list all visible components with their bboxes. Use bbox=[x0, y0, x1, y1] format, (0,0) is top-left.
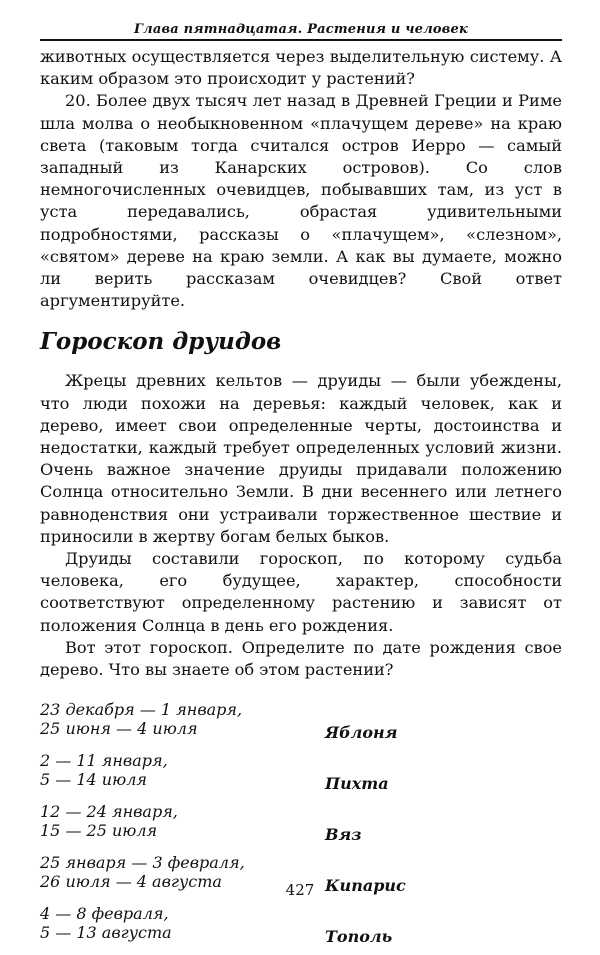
date-range-winter: 25 января — 3 февраля, bbox=[40, 853, 245, 873]
horoscope-entry bbox=[40, 904, 562, 948]
date-range-summer: 5 — 13 августа bbox=[40, 923, 172, 943]
paragraph-druids-intro: Жрецы древних кельтов — друиды — были убеждены, что люди похожи на деревья: каждый человек, как и дерево, имеет свои определенные черты, достоинства и недостатки, каждый требует определенных условий жизни. Очень важное значение друиды придавали положению Солнца относительно Земли. В дни весеннего или летнего равноденствия они устраивали торжественное шествие и приносили в жертву богам белых быков. bbox=[40, 371, 562, 546]
paragraph-druids-horoscope: Друиды составили гороскоп, по которому судьба человека, его будущее, характер, способности соответствуют определенному растению и зависят от положения Солнца в день его рождения. bbox=[40, 549, 562, 635]
paragraph-continuation: животных осуществляется через выделительную систему. А каким образом это происходит у растений? bbox=[40, 47, 562, 89]
date-range-winter: 12 — 24 января, bbox=[40, 802, 178, 822]
section-title: Гороскоп друидов bbox=[40, 328, 282, 356]
horoscope-list bbox=[40, 700, 562, 948]
tree-name: Пихта bbox=[325, 774, 389, 794]
page-number: 427 bbox=[285, 881, 315, 899]
tree-name: Яблоня bbox=[325, 723, 398, 743]
horoscope-entry bbox=[40, 751, 562, 795]
tree-name: Тополь bbox=[325, 927, 393, 947]
tree-name: Вяз bbox=[325, 825, 362, 845]
book-page bbox=[40, 22, 562, 955]
date-range-summer: 5 — 14 июля bbox=[40, 770, 147, 790]
date-range-winter: 2 — 11 января, bbox=[40, 751, 168, 771]
paragraph-horoscope-task: Вот этот гороскоп. Определите по дате рождения свое дерево. Что вы знаете об этом растении? bbox=[40, 637, 562, 680]
paragraph-question-20: 20. Более двух тысяч лет назад в Древней Греции и Риме шла молва о необыкновенном «плачущем дереве» на краю света (таковым тогда считался остров Иерро — самый западный из Канарских островов). Со слов немногочисленных очевидцев, побывавших там, из уст в уста передавались, обрастая удивительными подробностями, рассказы о «плачущем», «слезном», «святом» дереве на краю земли. А как вы думаете, можно ли верить рассказам очевидцев? Свой ответ аргументируйте. bbox=[40, 91, 562, 311]
date-range-summer: 25 июня — 4 июля bbox=[40, 719, 198, 739]
date-range-winter: 4 — 8 февраля, bbox=[40, 904, 169, 924]
date-range-summer: 26 июля — 4 августа bbox=[40, 872, 222, 892]
tree-name: Кипарис bbox=[325, 876, 406, 896]
date-range-winter: 23 декабря — 1 января, bbox=[40, 700, 243, 720]
horoscope-entry bbox=[40, 802, 562, 846]
running-header: Глава пятнадцатая. Растения и человек bbox=[40, 22, 562, 41]
horoscope-entry bbox=[40, 700, 562, 744]
date-range-summer: 15 — 25 июля bbox=[40, 821, 158, 841]
